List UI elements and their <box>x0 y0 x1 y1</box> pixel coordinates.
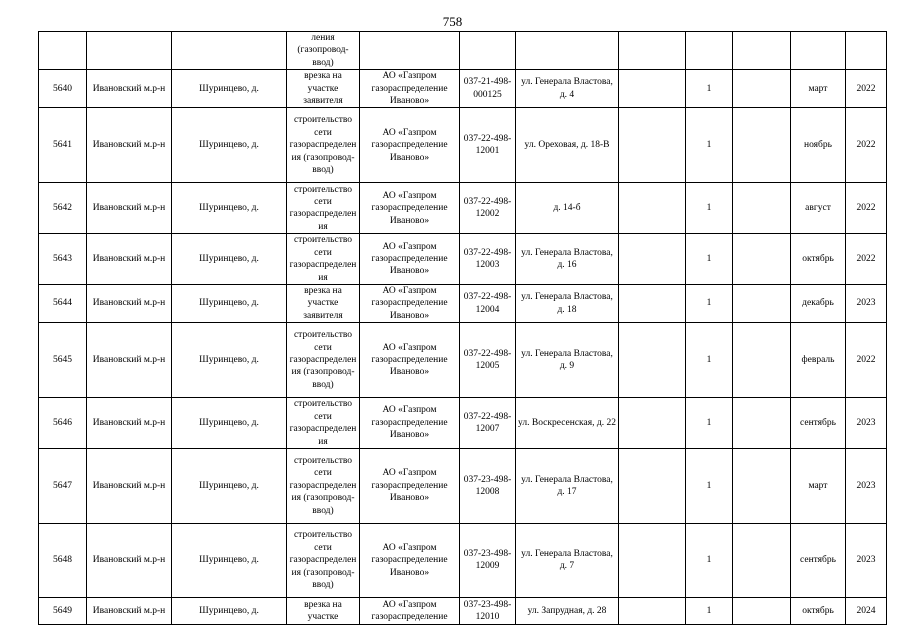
cell-empty <box>619 234 686 285</box>
cell-month: октябрь <box>791 597 846 624</box>
cell-locality: Шуринцево, д. <box>172 523 287 597</box>
cell-org: АО «Газпром газораспределение Иваново» <box>360 285 460 323</box>
cell-code: 037-21-498-000125 <box>460 70 516 108</box>
cell-org: АО «Газпром газораспределение Иваново» <box>360 523 460 597</box>
cell-month: сентябрь <box>791 523 846 597</box>
cell-count: 1 <box>686 448 733 523</box>
page-number: 758 <box>442 14 463 29</box>
cell-month: ноябрь <box>791 108 846 183</box>
cell-code: 037-23-498-12009 <box>460 523 516 597</box>
cell-district: Ивановский м.р-н <box>87 108 172 183</box>
cell-method: строительство сети газораспределения (газопровод-ввод) <box>287 323 360 398</box>
cell-code: 037-22-498-12004 <box>460 285 516 323</box>
cell-empty <box>733 32 791 70</box>
cell-empty <box>733 183 791 234</box>
cell-locality: Шуринцево, д. <box>172 234 287 285</box>
cell-district: Ивановский м.р-н <box>87 523 172 597</box>
cell-address: ул. Генерала Властова, д. 7 <box>516 523 619 597</box>
cell-district: Ивановский м.р-н <box>87 183 172 234</box>
cell-org: АО «Газпром газораспределение Иваново» <box>360 108 460 183</box>
cell-num: 5648 <box>39 523 87 597</box>
cell-empty <box>733 234 791 285</box>
cell-org: АО «Газпром газораспределение Иваново» <box>360 448 460 523</box>
cell-year: 2023 <box>846 448 887 523</box>
cell-month <box>791 32 846 70</box>
cell-count: 1 <box>686 70 733 108</box>
cell-empty <box>733 448 791 523</box>
cell-year: 2022 <box>846 108 887 183</box>
cell-org <box>360 32 460 70</box>
cell-method: ления (газопровод-ввод) <box>287 32 360 70</box>
cell-method: строительство сети газораспределения (газопровод-ввод) <box>287 523 360 597</box>
cell-locality: Шуринцево, д. <box>172 108 287 183</box>
table-row <box>39 285 887 323</box>
cell-method: строительство сети газораспределения <box>287 398 360 449</box>
cell-year: 2022 <box>846 183 887 234</box>
cell-code: 037-22-498-12003 <box>460 234 516 285</box>
cell-method: строительство сети газораспределения <box>287 234 360 285</box>
cell-empty <box>619 285 686 323</box>
cell-address <box>516 32 619 70</box>
table-row <box>39 523 887 597</box>
cell-district: Ивановский м.р-н <box>87 398 172 449</box>
gas-connection-table <box>38 31 887 625</box>
cell-org: АО «Газпром газораспределение Иваново» <box>360 70 460 108</box>
cell-num: 5643 <box>39 234 87 285</box>
cell-year: 2022 <box>846 234 887 285</box>
cell-address: ул. Генерала Властова, д. 4 <box>516 70 619 108</box>
table-row <box>39 597 887 624</box>
cell-empty <box>733 70 791 108</box>
cell-month: март <box>791 70 846 108</box>
cell-district: Ивановский м.р-н <box>87 597 172 624</box>
table-row-continuation <box>39 32 887 70</box>
cell-empty <box>619 398 686 449</box>
cell-code: 037-22-498-12002 <box>460 183 516 234</box>
cell-num: 5645 <box>39 323 87 398</box>
cell-count: 1 <box>686 285 733 323</box>
cell-num: 5644 <box>39 285 87 323</box>
cell-org: АО «Газпром газораспределение Иваново» <box>360 183 460 234</box>
cell-empty <box>619 32 686 70</box>
cell-count: 1 <box>686 398 733 449</box>
cell-empty <box>619 183 686 234</box>
cell-count: 1 <box>686 183 733 234</box>
cell-year: 2023 <box>846 398 887 449</box>
cell-month: декабрь <box>791 285 846 323</box>
cell-method: строительство сети газораспределения (газопровод-ввод) <box>287 448 360 523</box>
cell-num: 5647 <box>39 448 87 523</box>
cell-empty <box>733 398 791 449</box>
cell-count: 1 <box>686 323 733 398</box>
cell-count: 1 <box>686 523 733 597</box>
table-row <box>39 448 887 523</box>
cell-district: Ивановский м.р-н <box>87 285 172 323</box>
cell-locality: Шуринцево, д. <box>172 323 287 398</box>
cell-method: строительство сети газораспределения <box>287 183 360 234</box>
cell-year: 2023 <box>846 285 887 323</box>
cell-org: АО «Газпром газораспределение Иваново» <box>360 323 460 398</box>
cell-code: 037-22-498-12007 <box>460 398 516 449</box>
cell-locality <box>172 32 287 70</box>
cell-year: 2022 <box>846 70 887 108</box>
cell-year: 2023 <box>846 523 887 597</box>
cell-org: АО «Газпром газораспределение Иваново» <box>360 234 460 285</box>
cell-address: д. 14-б <box>516 183 619 234</box>
cell-empty <box>619 323 686 398</box>
cell-num: 5641 <box>39 108 87 183</box>
cell-code: 037-22-498-12001 <box>460 108 516 183</box>
cell-year: 2024 <box>846 597 887 624</box>
cell-address: ул. Генерала Властова, д. 18 <box>516 285 619 323</box>
cell-num: 5649 <box>39 597 87 624</box>
cell-code: 037-22-498-12005 <box>460 323 516 398</box>
cell-district <box>87 32 172 70</box>
table-row <box>39 70 887 108</box>
table-row <box>39 234 887 285</box>
cell-year <box>846 32 887 70</box>
cell-district: Ивановский м.р-н <box>87 448 172 523</box>
table-row <box>39 183 887 234</box>
cell-district: Ивановский м.р-н <box>87 323 172 398</box>
cell-empty <box>619 108 686 183</box>
cell-org: АО «Газпром газораспределение Иваново» <box>360 398 460 449</box>
cell-empty <box>733 285 791 323</box>
cell-empty <box>619 70 686 108</box>
cell-count <box>686 32 733 70</box>
cell-month: сентябрь <box>791 398 846 449</box>
cell-count: 1 <box>686 597 733 624</box>
cell-address: ул. Генерала Властова, д. 17 <box>516 448 619 523</box>
cell-num <box>39 32 87 70</box>
cell-empty <box>619 523 686 597</box>
cell-month: август <box>791 183 846 234</box>
cell-locality: Шуринцево, д. <box>172 70 287 108</box>
table-body <box>39 32 887 625</box>
cell-address: ул. Генерала Властова, д. 9 <box>516 323 619 398</box>
table-row <box>39 108 887 183</box>
cell-month: февраль <box>791 323 846 398</box>
table-row <box>39 323 887 398</box>
cell-method: строительство сети газораспределения (газопровод-ввод) <box>287 108 360 183</box>
cell-locality: Шуринцево, д. <box>172 448 287 523</box>
cell-method: врезка на участке заявителя <box>287 285 360 323</box>
cell-code <box>460 32 516 70</box>
cell-locality: Шуринцево, д. <box>172 597 287 624</box>
cell-org: АО «Газпром газораспределение <box>360 597 460 624</box>
cell-method: врезка на участке <box>287 597 360 624</box>
cell-address: ул. Воскресенская, д. 22 <box>516 398 619 449</box>
cell-code: 037-23-498-12010 <box>460 597 516 624</box>
cell-address: ул. Ореховая, д. 18-В <box>516 108 619 183</box>
table-row <box>39 398 887 449</box>
cell-year: 2022 <box>846 323 887 398</box>
cell-address: ул. Запрудная, д. 28 <box>516 597 619 624</box>
cell-locality: Шуринцево, д. <box>172 285 287 323</box>
cell-empty <box>733 523 791 597</box>
cell-empty <box>733 597 791 624</box>
cell-num: 5642 <box>39 183 87 234</box>
cell-empty <box>619 597 686 624</box>
cell-num: 5640 <box>39 70 87 108</box>
cell-count: 1 <box>686 108 733 183</box>
cell-locality: Шуринцево, д. <box>172 183 287 234</box>
cell-count: 1 <box>686 234 733 285</box>
cell-address: ул. Генерала Властова, д. 16 <box>516 234 619 285</box>
cell-locality: Шуринцево, д. <box>172 398 287 449</box>
cell-month: октябрь <box>791 234 846 285</box>
cell-num: 5646 <box>39 398 87 449</box>
cell-district: Ивановский м.р-н <box>87 70 172 108</box>
cell-method: врезка на участке заявителя <box>287 70 360 108</box>
cell-empty <box>733 108 791 183</box>
cell-empty <box>733 323 791 398</box>
cell-district: Ивановский м.р-н <box>87 234 172 285</box>
cell-empty <box>619 448 686 523</box>
cell-code: 037-23-498-12008 <box>460 448 516 523</box>
cell-month: март <box>791 448 846 523</box>
